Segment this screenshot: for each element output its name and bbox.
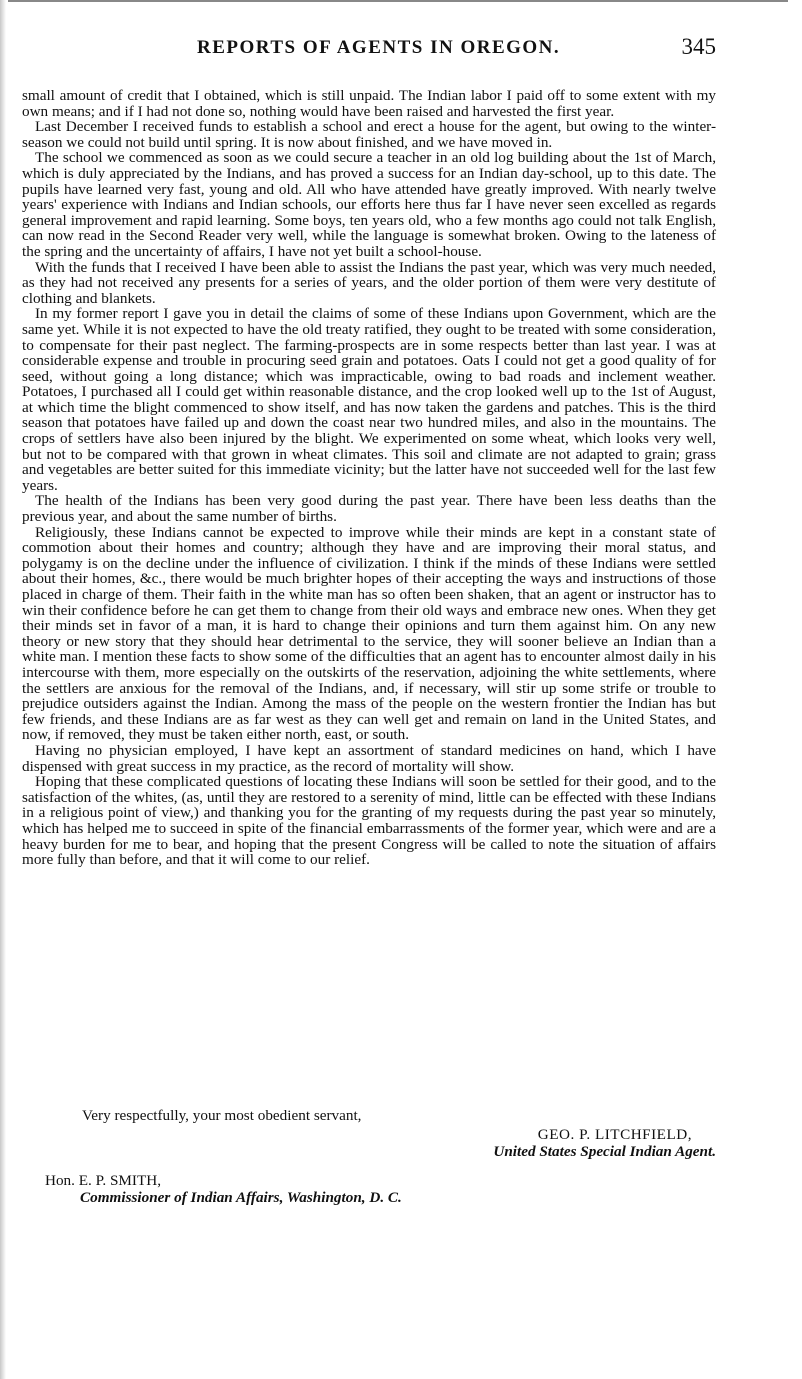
paragraph-2: Last December I received funds to establish a school and erect a house for the agent, but owing to the winter-season we could not build until spring. It is now about finished, and we have moved in. — [22, 118, 716, 151]
paragraph-7: Religiously, these Indians cannot be expected to improve while their minds are kept in a constant state of commotion about their homes and country; although they have and are improving their moral status, and polygamy is on the decline under the influence of civilization. I think if the minds of these Indians were settled about their homes, &c., there would be much brighter hopes of their accepting the ways and instructions of those placed in charge of them. Their faith in the white man has so often been shaken, that an agent or instructor has to win their confidence before he can get them to change from their old ways and embrace new ones. When they get their minds set in favor of a man, it is hard to change their opinions and turn them against him. On any new theory or new story that they should hear detrimental to the service, they will sooner believe an Indian than a white man. I mention these facts to show some of the difficulties that an agent has to encounter almost daily in his intercourse with them, more especially on the outskirts of the reservation, adjoining the white settlements, where the settlers are anxious for the removal of the Indians, and, if necessary, will stir up some strife or trouble to prejudice outsiders against the Indian. Among the mass of the people on the western frontier the Indian has but few friends, and these Indians are as far west as they can well get and remain on land in the United States, and now, if removed, they must be taken either north, east, or south. — [22, 523, 716, 744]
paragraph-1: small amount of credit that I obtained, which is still unpaid. The Indian labor I paid off to some extent with my own means; and if I had not done so, nothing would have been raised and harvested the first year. — [22, 87, 716, 120]
report-body — [22, 88, 716, 868]
top-border-rule — [8, 0, 788, 2]
running-head: REPORTS OF AGENTS IN OREGON. — [197, 37, 561, 58]
page-number: 345 — [681, 34, 716, 59]
signer-title: United States Special Indian Agent. — [493, 1143, 716, 1160]
paragraph-4: With the funds that I received I have been able to assist the Indians the past year, which was very much needed, as they had not received any presents for a series of years, and the older portion of them were very destitute of clothing and blankets. — [22, 258, 716, 307]
page-edge-shadow — [0, 0, 6, 1379]
complimentary-close: Very respectfully, your most obedient servant, — [82, 1107, 362, 1124]
addressee-name: Hon. E. P. SMITH, — [45, 1172, 162, 1189]
paragraph-8: Having no physician employed, I have kept an assortment of standard medicines on hand, which I have dispensed with great success in my practice, as the record of mortality will show. — [22, 741, 716, 775]
addressee-title: Commissioner of Indian Affairs, Washington, D. C. — [80, 1189, 402, 1206]
page-header — [22, 34, 716, 68]
signer-name: GEO. P. LITCHFIELD, — [537, 1126, 692, 1143]
paragraph-5: In my former report I gave you in detail the claims of some of these Indians upon Government, which are the same yet. While it is not expected to have the old treaty ratified, they ought to be treated with some consideration, to compensate for their past neglect. The farming-prospects are in some respects better than last year. I was at considerable expense and trouble in procuring seed grain and potatoes. Oats I could not get a good quality of for seed, without going a long distance; which was impracticable, owing to bad roads and inclement weather. Potatoes, I purchased all I could get within reasonable distance, and the crop looked well up to the 1st of August, at which time the blight commenced to show itself, and has now taken the gardens and patches. This is the third season that potatoes have failed up and down the coast near two hundred miles, and also in the mountains. The crops of settlers have also been injured by the blight. We experimented on some wheat, which looks very well, but not to be compared with that grown in wheat climates. This soil and climate are not adapted to grain; grass and vegetables are better suited for this immediate vicinity; but the latter have not succeeded well for the last few years. — [22, 305, 716, 494]
paragraph-9: Hoping that these complicated questions of locating these Indians will soon be settled for their good, and to the satisfaction of the whites, (as, until they are restored to a serenity of mind, little can be effected with these Indians in a religious point of view,) and thanking you for the granting of my requests during the past year so minutely, which has helped me to succeed in spite of the financial embarrassments of the former year, which were and are a heavy burden for me to bear, and hoping that the present Congress will be called to note the situation of affairs more fully than before, and that it will come to our relief. — [22, 773, 716, 869]
paragraph-6: The health of the Indians has been very good during the past year. There have been less deaths than the previous year, and about the same number of births. — [22, 492, 716, 526]
paragraph-3: The school we commenced as soon as we could secure a teacher in an old log building about the 1st of March, which is duly appreciated by the Indians, and has proved a success for an Indian day-school, up to this date. The pupils have learned very fast, young and old. All who have attended have greatly improved. With nearly twelve years' experience with Indians and Indian schools, our efforts here thus far I have never seen excelled as regards general improvement and rapid learning. Some boys, ten years old, who a few months ago could not talk English, can now read in the Second Reader very well, while the language is somewhat broken. Owing to the lateness of the spring and the uncertainty of affairs, I have not yet built a school-house. — [22, 149, 716, 260]
letter-closing — [22, 1107, 716, 1206]
